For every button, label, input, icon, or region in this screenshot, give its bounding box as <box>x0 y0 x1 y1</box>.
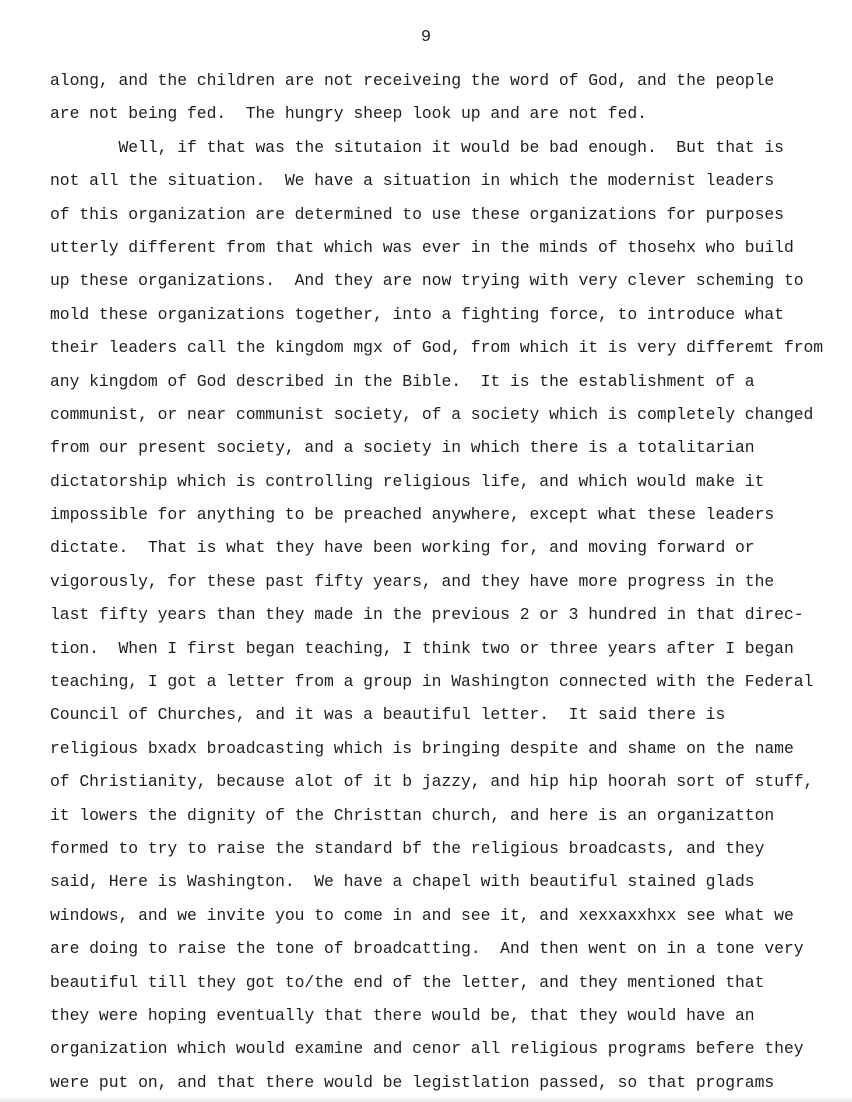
text-line: windows, and we invite you to come in and see it, and xexxaxxhxx see what we <box>50 905 794 925</box>
text-line: are doing to raise the tone of broadcatting. And then went on in a tone very <box>50 939 804 959</box>
text-line: tion. When I first began teaching, I think two or three years after I began <box>50 638 794 658</box>
text-line: not all the situation. We have a situation in which the modernist leaders <box>50 171 775 191</box>
text-line: dictatorship which is controlling religious life, and which would make it <box>50 471 765 491</box>
page-bottom-edge <box>0 1096 852 1102</box>
text-line: dictate. That is what they have been working for, and moving forward or <box>50 538 755 558</box>
typed-text-body <box>50 64 823 1099</box>
text-line: beautiful till they got to/the end of the letter, and they mentioned that <box>50 972 765 992</box>
text-line: religious bxadx broadcasting which is bringing despite and shame on the name <box>50 738 794 758</box>
text-line: said, Here is Washington. We have a chapel with beautiful stained glads <box>50 872 755 892</box>
text-line: of this organization are determined to use these organizations for purposes <box>50 204 784 224</box>
text-line: their leaders call the kingdom mgx of God, from which it is very differemt from <box>50 338 824 358</box>
text-line: any kingdom of God described in the Bible. It is the establishment of a <box>50 371 755 391</box>
page-number: 9 <box>420 28 432 47</box>
text-line: of Christianity, because alot of it b jazzy, and hip hip hoorah sort of stuff, <box>50 772 814 792</box>
text-line: from our present society, and a society in which there is a totalitarian <box>50 438 755 458</box>
text-line: it lowers the dignity of the Christtan church, and here is an organizatton <box>50 805 775 825</box>
text-line: along, and the children are not receiveing the word of God, and the people <box>50 71 775 90</box>
text-line: up these organizations. And they are now trying with very clever scheming to <box>50 271 804 291</box>
text-line: they were hoping eventually that there would be, that they would have an <box>50 1005 755 1025</box>
text-line: communist, or near communist society, of a society which is completely changed <box>50 404 814 424</box>
text-line: last fifty years than they made in the previous 2 or 3 hundred in that direc- <box>50 605 804 625</box>
text-line: impossible for anything to be preached anywhere, except what these leaders <box>50 505 775 525</box>
text-line: are not being fed. The hungry sheep look up and are not fed. <box>50 104 647 124</box>
text-line: Council of Churches, and it was a beautiful letter. It said there is <box>50 705 726 725</box>
text-line: formed to try to raise the standard bf the religious broadcasts, and they <box>50 838 765 858</box>
text-line: mold these organizations together, into a fighting force, to introduce what <box>50 304 784 324</box>
text-line: teaching, I got a letter from a group in Washington connected with the Federal <box>50 672 814 692</box>
text-line: organization which would examine and cenor all religious programs befere they <box>50 1039 804 1059</box>
text-line: vigorously, for these past fifty years, and they have more progress in the <box>50 571 775 591</box>
text-line: utterly different from that which was ever in the minds of thosehx who build <box>50 237 794 257</box>
text-line: were put on, and that there would be legistlation passed, so that programs <box>50 1072 775 1092</box>
text-line: Well, if that was the situtaion it would be bad enough. But that is <box>50 137 784 157</box>
